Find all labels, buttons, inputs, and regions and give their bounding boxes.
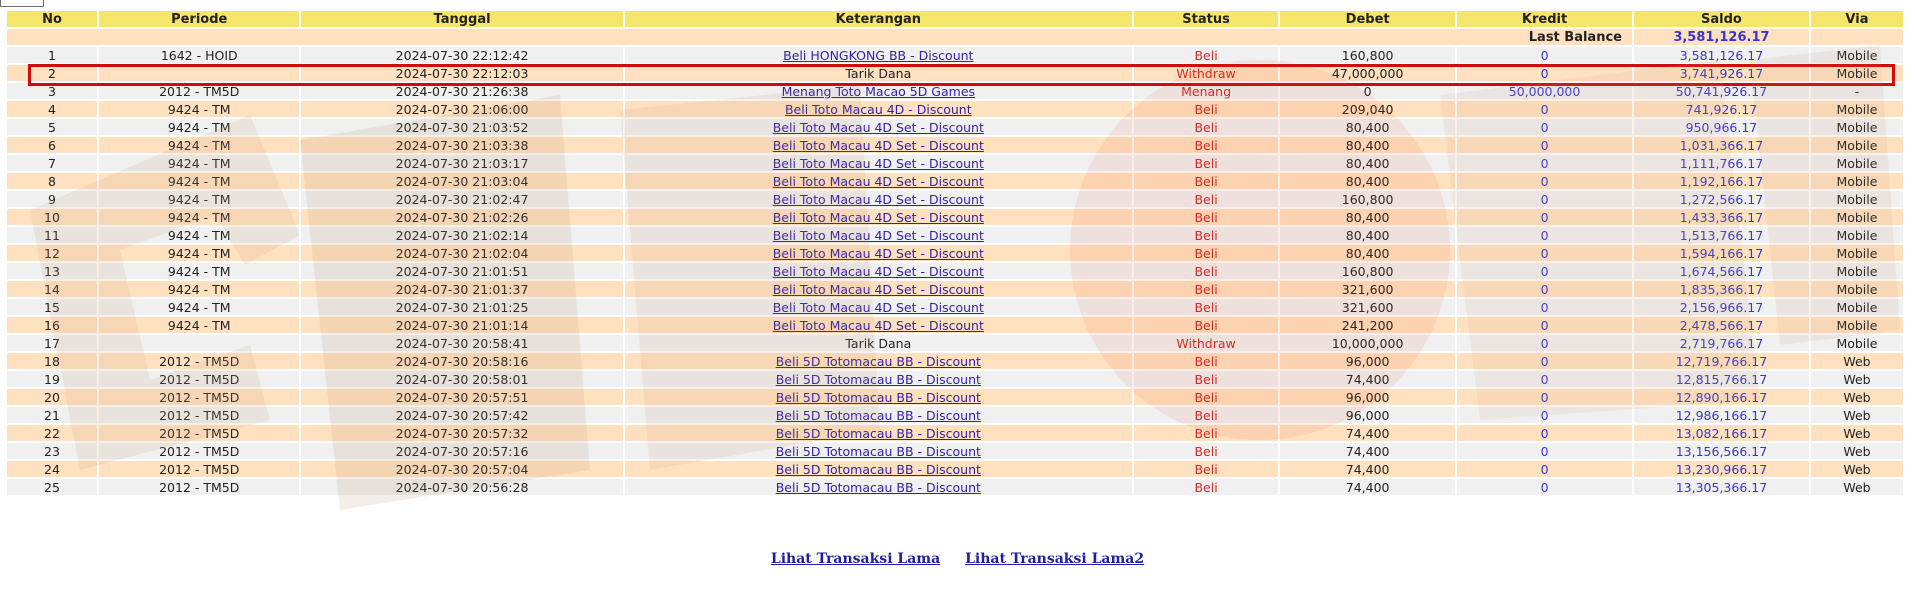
cell-status: Beli — [1134, 155, 1278, 171]
cell-debet: 80,400 — [1280, 209, 1455, 225]
cell-keterangan — [625, 281, 1132, 297]
keterangan-link[interactable]: Beli Toto Macau 4D Set - Discount — [772, 173, 984, 189]
cell-keterangan — [625, 191, 1132, 207]
last-balance-value: 3,581,126.17 — [1634, 29, 1809, 45]
cell-saldo: 12,815,766.17 — [1634, 371, 1809, 387]
cell-via: - — [1811, 83, 1903, 99]
table-row — [7, 389, 1903, 405]
keterangan-link[interactable]: Beli HONGKONG BB - Discount — [783, 47, 974, 63]
cell-keterangan — [625, 47, 1132, 63]
cell-tanggal: 2024-07-30 22:12:42 — [301, 47, 622, 63]
cell-tanggal: 2024-07-30 21:02:04 — [301, 245, 622, 261]
cell-status: Beli — [1134, 137, 1278, 153]
cell-status: Beli — [1134, 407, 1278, 423]
last-balance-empty — [1811, 29, 1903, 45]
cell-periode: 9424 - TM — [99, 137, 299, 153]
col-header-saldo: Saldo — [1634, 11, 1809, 27]
cell-saldo: 741,926.17 — [1634, 101, 1809, 117]
cell-debet: 321,600 — [1280, 299, 1455, 315]
cell-saldo: 950,966.17 — [1634, 119, 1809, 135]
cell-debet: 47,000,000 — [1280, 65, 1455, 81]
cell-debet: 160,800 — [1280, 263, 1455, 279]
cell-tanggal: 2024-07-30 20:58:01 — [301, 371, 622, 387]
keterangan-link[interactable]: Beli Toto Macau 4D Set - Discount — [772, 209, 984, 225]
cell-kredit: 0 — [1457, 443, 1632, 459]
cell-tanggal: 2024-07-30 21:03:04 — [301, 173, 622, 189]
cell-no: 9 — [7, 191, 97, 207]
cell-keterangan — [625, 83, 1132, 99]
cell-via: Web — [1811, 479, 1903, 495]
cell-periode: 1642 - HOID — [99, 47, 299, 63]
col-header-periode: Periode — [99, 11, 299, 27]
cell-saldo: 50,741,926.17 — [1634, 83, 1809, 99]
keterangan-link[interactable]: Beli 5D Totomacau BB - Discount — [775, 461, 981, 477]
cell-no: 8 — [7, 173, 97, 189]
keterangan-link[interactable]: Beli Toto Macau 4D Set - Discount — [772, 137, 984, 153]
cell-tanggal: 2024-07-30 20:57:16 — [301, 443, 622, 459]
cell-periode: 9424 - TM — [99, 173, 299, 189]
cell-via: Mobile — [1811, 317, 1903, 333]
cell-via: Mobile — [1811, 47, 1903, 63]
cell-kredit: 0 — [1457, 137, 1632, 153]
transaction-table-wrap — [5, 9, 1905, 497]
cell-kredit: 0 — [1457, 299, 1632, 315]
cell-debet: 160,800 — [1280, 191, 1455, 207]
cell-debet: 96,000 — [1280, 407, 1455, 423]
table-row — [7, 173, 1903, 189]
cell-saldo: 2,719,766.17 — [1634, 335, 1809, 351]
cell-status: Beli — [1134, 209, 1278, 225]
table-row — [7, 371, 1903, 387]
col-header-keterangan: Keterangan — [625, 11, 1132, 27]
cell-via: Mobile — [1811, 191, 1903, 207]
cell-status: Beli — [1134, 389, 1278, 405]
cell-status: Beli — [1134, 191, 1278, 207]
table-row — [7, 425, 1903, 441]
cell-via: Mobile — [1811, 263, 1903, 279]
cell-status: Beli — [1134, 425, 1278, 441]
cell-no: 25 — [7, 479, 97, 495]
cell-no: 21 — [7, 407, 97, 423]
cell-no: 12 — [7, 245, 97, 261]
cell-status: Beli — [1134, 119, 1278, 135]
cell-kredit: 0 — [1457, 119, 1632, 135]
cell-tanggal: 2024-07-30 21:03:17 — [301, 155, 622, 171]
cell-periode: 2012 - TM5D — [99, 371, 299, 387]
table-row — [7, 137, 1903, 153]
cell-via: Mobile — [1811, 281, 1903, 297]
cell-periode: 2012 - TM5D — [99, 461, 299, 477]
last-balance-label: Last Balance — [7, 29, 1632, 45]
cell-kredit: 0 — [1457, 227, 1632, 243]
keterangan-link[interactable]: Beli 5D Totomacau BB - Discount — [775, 425, 981, 441]
cell-via: Mobile — [1811, 335, 1903, 351]
cell-status: Beli — [1134, 281, 1278, 297]
col-header-kredit: Kredit — [1457, 11, 1632, 27]
cell-keterangan — [625, 155, 1132, 171]
cell-saldo: 1,513,766.17 — [1634, 227, 1809, 243]
cell-keterangan — [625, 407, 1132, 423]
keterangan-link[interactable]: Beli Toto Macau 4D Set - Discount — [772, 119, 984, 135]
cell-status: Beli — [1134, 101, 1278, 117]
cell-saldo: 1,192,166.17 — [1634, 173, 1809, 189]
cell-periode: 9424 - TM — [99, 119, 299, 135]
cell-keterangan — [625, 353, 1132, 369]
cell-kredit: 0 — [1457, 191, 1632, 207]
keterangan-link[interactable]: Beli 5D Totomacau BB - Discount — [775, 371, 981, 387]
cell-tanggal: 2024-07-30 21:06:00 — [301, 101, 622, 117]
cell-status: Beli — [1134, 479, 1278, 495]
keterangan-link[interactable]: Beli Toto Macau 4D Set - Discount — [772, 245, 984, 261]
cell-tanggal: 2024-07-30 21:02:26 — [301, 209, 622, 225]
cell-keterangan — [625, 227, 1132, 243]
cell-status: Beli — [1134, 263, 1278, 279]
keterangan-link[interactable]: Menang Toto Macao 5D Games — [781, 83, 976, 99]
cell-via: Mobile — [1811, 245, 1903, 261]
cell-debet: 160,800 — [1280, 47, 1455, 63]
cell-status: Beli — [1134, 371, 1278, 387]
cell-periode: 9424 - TM — [99, 191, 299, 207]
cell-via: Web — [1811, 353, 1903, 369]
cell-tanggal: 2024-07-30 21:01:14 — [301, 317, 622, 333]
cell-periode: 2012 - TM5D — [99, 353, 299, 369]
cell-keterangan: Tarik Dana — [625, 335, 1132, 351]
old-transactions-link[interactable]: Lihat Transaksi Lama — [770, 551, 941, 567]
cell-debet: 80,400 — [1280, 227, 1455, 243]
cell-saldo: 1,031,366.17 — [1634, 137, 1809, 153]
cell-periode: 2012 - TM5D — [99, 479, 299, 495]
keterangan-link[interactable]: Beli 5D Totomacau BB - Discount — [775, 443, 981, 459]
col-header-no: No — [7, 11, 97, 27]
cell-no: 6 — [7, 137, 97, 153]
cell-kredit: 0 — [1457, 209, 1632, 225]
top-left-box — [0, 0, 44, 7]
cell-tanggal: 2024-07-30 20:57:04 — [301, 461, 622, 477]
cell-tanggal: 2024-07-30 21:26:38 — [301, 83, 622, 99]
cell-kredit: 0 — [1457, 155, 1632, 171]
cell-debet: 74,400 — [1280, 461, 1455, 477]
cell-tanggal: 2024-07-30 20:58:41 — [301, 335, 622, 351]
table-row — [7, 83, 1903, 99]
cell-periode: 9424 - TM — [99, 155, 299, 171]
cell-saldo: 13,230,966.17 — [1634, 461, 1809, 477]
cell-status: Beli — [1134, 173, 1278, 189]
cell-no: 22 — [7, 425, 97, 441]
table-row — [7, 227, 1903, 243]
table-row — [7, 155, 1903, 171]
cell-kredit: 50,000,000 — [1457, 83, 1632, 99]
cell-saldo: 2,156,966.17 — [1634, 299, 1809, 315]
cell-via: Mobile — [1811, 101, 1903, 117]
cell-periode: 2012 - TM5D — [99, 389, 299, 405]
cell-status: Beli — [1134, 227, 1278, 243]
cell-periode: 9424 - TM — [99, 101, 299, 117]
cell-via: Web — [1811, 389, 1903, 405]
cell-tanggal: 2024-07-30 21:01:37 — [301, 281, 622, 297]
cell-periode — [99, 65, 299, 81]
keterangan-link[interactable]: Beli Toto Macau 4D Set - Discount — [772, 281, 984, 297]
table-row — [7, 263, 1903, 279]
cell-no: 16 — [7, 317, 97, 333]
table-row — [7, 479, 1903, 495]
cell-periode: 2012 - TM5D — [99, 407, 299, 423]
col-header-status: Status — [1134, 11, 1278, 27]
keterangan-link[interactable]: Beli 5D Totomacau BB - Discount — [775, 353, 981, 369]
cell-via: Mobile — [1811, 299, 1903, 315]
table-row — [7, 245, 1903, 261]
cell-debet: 80,400 — [1280, 119, 1455, 135]
cell-status: Beli — [1134, 317, 1278, 333]
old-transactions-2-link[interactable]: Lihat Transaksi Lama2 — [965, 551, 1145, 567]
cell-via: Mobile — [1811, 227, 1903, 243]
cell-tanggal: 2024-07-30 20:57:42 — [301, 407, 622, 423]
cell-periode: 9424 - TM — [99, 317, 299, 333]
cell-periode: 9424 - TM — [99, 245, 299, 261]
keterangan-link[interactable]: Beli Toto Macau 4D Set - Discount — [772, 191, 984, 207]
cell-status: Beli — [1134, 461, 1278, 477]
cell-no: 19 — [7, 371, 97, 387]
transaction-table — [5, 9, 1905, 497]
cell-status: Withdraw — [1134, 335, 1278, 351]
table-row — [7, 101, 1903, 117]
cell-no: 23 — [7, 443, 97, 459]
cell-tanggal: 2024-07-30 20:58:16 — [301, 353, 622, 369]
cell-status: Beli — [1134, 245, 1278, 261]
keterangan-link[interactable]: Beli Toto Macau 4D - Discount — [784, 101, 972, 117]
cell-via: Mobile — [1811, 119, 1903, 135]
cell-saldo: 2,478,566.17 — [1634, 317, 1809, 333]
cell-no: 3 — [7, 83, 97, 99]
cell-debet: 80,400 — [1280, 245, 1455, 261]
cell-periode: 9424 - TM — [99, 227, 299, 243]
cell-saldo: 13,305,366.17 — [1634, 479, 1809, 495]
keterangan-link[interactable]: Beli 5D Totomacau BB - Discount — [775, 479, 981, 495]
cell-via: Mobile — [1811, 65, 1903, 81]
cell-tanggal: 2024-07-30 22:12:03 — [301, 65, 622, 81]
cell-saldo: 1,433,366.17 — [1634, 209, 1809, 225]
cell-no: 5 — [7, 119, 97, 135]
cell-no: 18 — [7, 353, 97, 369]
cell-no: 4 — [7, 101, 97, 117]
cell-keterangan — [625, 137, 1132, 153]
cell-no: 1 — [7, 47, 97, 63]
cell-status: Beli — [1134, 47, 1278, 63]
cell-kredit: 0 — [1457, 371, 1632, 387]
cell-periode: 9424 - TM — [99, 281, 299, 297]
cell-debet: 74,400 — [1280, 479, 1455, 495]
last-balance-row — [7, 29, 1903, 45]
cell-kredit: 0 — [1457, 281, 1632, 297]
cell-kredit: 0 — [1457, 47, 1632, 63]
table-row — [7, 335, 1903, 351]
cell-keterangan — [625, 101, 1132, 117]
cell-status: Withdraw — [1134, 65, 1278, 81]
table-row — [7, 443, 1903, 459]
cell-tanggal: 2024-07-30 20:57:51 — [301, 389, 622, 405]
cell-keterangan — [625, 263, 1132, 279]
keterangan-link[interactable]: Beli 5D Totomacau BB - Discount — [775, 407, 981, 423]
cell-kredit: 0 — [1457, 425, 1632, 441]
cell-debet: 80,400 — [1280, 155, 1455, 171]
cell-kredit: 0 — [1457, 353, 1632, 369]
cell-kredit: 0 — [1457, 461, 1632, 477]
table-row — [7, 461, 1903, 477]
cell-periode — [99, 335, 299, 351]
table-row — [7, 299, 1903, 315]
cell-debet: 96,000 — [1280, 389, 1455, 405]
cell-keterangan — [625, 425, 1132, 441]
cell-keterangan — [625, 209, 1132, 225]
cell-no: 10 — [7, 209, 97, 225]
table-row — [7, 47, 1903, 63]
cell-keterangan — [625, 389, 1132, 405]
cell-no: 14 — [7, 281, 97, 297]
cell-kredit: 0 — [1457, 479, 1632, 495]
cell-saldo: 1,835,366.17 — [1634, 281, 1809, 297]
cell-saldo: 13,082,166.17 — [1634, 425, 1809, 441]
cell-keterangan — [625, 461, 1132, 477]
keterangan-link[interactable]: Beli Toto Macau 4D Set - Discount — [772, 299, 984, 315]
cell-tanggal: 2024-07-30 20:57:32 — [301, 425, 622, 441]
table-row — [7, 65, 1903, 81]
cell-no: 15 — [7, 299, 97, 315]
cell-debet: 321,600 — [1280, 281, 1455, 297]
cell-keterangan — [625, 245, 1132, 261]
cell-keterangan — [625, 317, 1132, 333]
cell-kredit: 0 — [1457, 317, 1632, 333]
cell-keterangan — [625, 173, 1132, 189]
keterangan-link[interactable]: Beli 5D Totomacau BB - Discount — [775, 389, 981, 405]
cell-debet: 74,400 — [1280, 425, 1455, 441]
cell-periode: 9424 - TM — [99, 299, 299, 315]
cell-via: Mobile — [1811, 137, 1903, 153]
cell-saldo: 13,156,566.17 — [1634, 443, 1809, 459]
col-header-via: Via — [1811, 11, 1903, 27]
cell-periode: 2012 - TM5D — [99, 83, 299, 99]
cell-status: Beli — [1134, 299, 1278, 315]
cell-saldo: 12,719,766.17 — [1634, 353, 1809, 369]
cell-debet: 80,400 — [1280, 137, 1455, 153]
cell-status: Beli — [1134, 443, 1278, 459]
cell-debet: 74,400 — [1280, 371, 1455, 387]
cell-debet: 0 — [1280, 83, 1455, 99]
col-header-debet: Debet — [1280, 11, 1455, 27]
cell-saldo: 12,890,166.17 — [1634, 389, 1809, 405]
table-row — [7, 209, 1903, 225]
cell-via: Mobile — [1811, 173, 1903, 189]
cell-no: 17 — [7, 335, 97, 351]
cell-saldo: 1,272,566.17 — [1634, 191, 1809, 207]
cell-saldo: 12,986,166.17 — [1634, 407, 1809, 423]
keterangan-link[interactable]: Beli Toto Macau 4D Set - Discount — [772, 155, 984, 171]
cell-debet: 209,040 — [1280, 101, 1455, 117]
cell-saldo: 3,741,926.17 — [1634, 65, 1809, 81]
keterangan-link[interactable]: Beli Toto Macau 4D Set - Discount — [772, 317, 984, 333]
keterangan-link[interactable]: Beli Toto Macau 4D Set - Discount — [772, 263, 984, 279]
cell-periode: 9424 - TM — [99, 209, 299, 225]
cell-status: Beli — [1134, 353, 1278, 369]
keterangan-link[interactable]: Beli Toto Macau 4D Set - Discount — [772, 227, 984, 243]
table-row — [7, 353, 1903, 369]
cell-tanggal: 2024-07-30 21:02:14 — [301, 227, 622, 243]
cell-saldo: 1,111,766.17 — [1634, 155, 1809, 171]
cell-kredit: 0 — [1457, 407, 1632, 423]
cell-tanggal: 2024-07-30 20:56:28 — [301, 479, 622, 495]
cell-via: Mobile — [1811, 155, 1903, 171]
cell-kredit: 0 — [1457, 263, 1632, 279]
cell-kredit: 0 — [1457, 173, 1632, 189]
col-header-tanggal: Tanggal — [301, 11, 622, 27]
cell-no: 13 — [7, 263, 97, 279]
cell-debet: 10,000,000 — [1280, 335, 1455, 351]
cell-via: Web — [1811, 371, 1903, 387]
cell-kredit: 0 — [1457, 335, 1632, 351]
cell-keterangan — [625, 443, 1132, 459]
cell-kredit: 0 — [1457, 245, 1632, 261]
cell-periode: 2012 - TM5D — [99, 443, 299, 459]
cell-tanggal: 2024-07-30 21:03:52 — [301, 119, 622, 135]
cell-tanggal: 2024-07-30 21:01:25 — [301, 299, 622, 315]
cell-via: Web — [1811, 443, 1903, 459]
cell-no: 11 — [7, 227, 97, 243]
cell-status: Menang — [1134, 83, 1278, 99]
cell-keterangan: Tarik Dana — [625, 65, 1132, 81]
cell-via: Mobile — [1811, 209, 1903, 225]
cell-saldo: 1,594,166.17 — [1634, 245, 1809, 261]
table-row — [7, 317, 1903, 333]
cell-kredit: 0 — [1457, 65, 1632, 81]
cell-keterangan — [625, 371, 1132, 387]
cell-kredit: 0 — [1457, 389, 1632, 405]
cell-tanggal: 2024-07-30 21:03:38 — [301, 137, 622, 153]
cell-saldo: 3,581,126.17 — [1634, 47, 1809, 63]
cell-debet: 241,200 — [1280, 317, 1455, 333]
table-row — [7, 407, 1903, 423]
cell-tanggal: 2024-07-30 21:01:51 — [301, 263, 622, 279]
cell-no: 20 — [7, 389, 97, 405]
cell-no: 2 — [7, 65, 97, 81]
cell-keterangan — [625, 479, 1132, 495]
table-row — [7, 119, 1903, 135]
cell-debet: 96,000 — [1280, 353, 1455, 369]
table-row — [7, 281, 1903, 297]
cell-no: 24 — [7, 461, 97, 477]
table-header-row — [7, 11, 1903, 27]
table-row — [7, 191, 1903, 207]
cell-periode: 2012 - TM5D — [99, 425, 299, 441]
cell-kredit: 0 — [1457, 101, 1632, 117]
cell-via: Web — [1811, 461, 1903, 477]
cell-debet: 80,400 — [1280, 173, 1455, 189]
footer-links — [0, 551, 1915, 567]
cell-keterangan — [625, 119, 1132, 135]
cell-via: Web — [1811, 407, 1903, 423]
cell-saldo: 1,674,566.17 — [1634, 263, 1809, 279]
cell-periode: 9424 - TM — [99, 263, 299, 279]
cell-via: Web — [1811, 425, 1903, 441]
cell-debet: 74,400 — [1280, 443, 1455, 459]
cell-tanggal: 2024-07-30 21:02:47 — [301, 191, 622, 207]
cell-keterangan — [625, 299, 1132, 315]
cell-no: 7 — [7, 155, 97, 171]
